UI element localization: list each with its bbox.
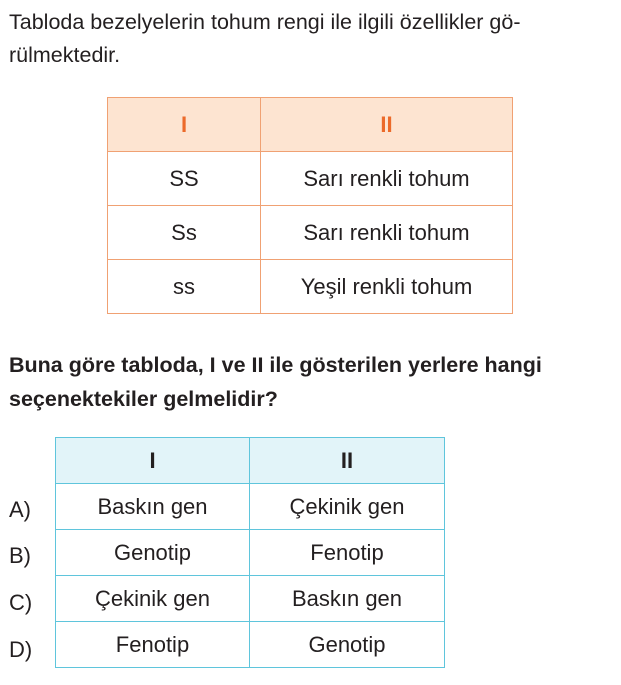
phenotype-cell: Sarı renkli tohum — [261, 206, 513, 260]
genotype-cell: SS — [108, 152, 261, 206]
question-line-1: Buna göre tabloda, I ve II ile gösterilen yerlere hangi — [9, 353, 542, 377]
trait-table-header-row — [108, 98, 513, 152]
question-line-2: seçenektekiler gelmelidir? — [9, 387, 278, 411]
option-a-letter[interactable]: A) — [9, 497, 31, 522]
option-cell: Çekinik gen — [250, 484, 445, 530]
option-cell: Fenotip — [250, 530, 445, 576]
question-text — [9, 348, 619, 416]
options-table-header-row — [56, 438, 445, 484]
intro-line-1: Tabloda bezelyelerin tohum rengi ile ilgili özellikler gö- — [9, 10, 521, 34]
option-cell: Genotip — [56, 530, 250, 576]
option-cell: Genotip — [250, 622, 445, 668]
option-b-letter[interactable]: B) — [9, 543, 31, 568]
trait-table-header-i: I — [108, 98, 261, 152]
table-row — [108, 152, 513, 206]
options-table-header-i: I — [56, 438, 250, 484]
genotype-cell: Ss — [108, 206, 261, 260]
option-row-a[interactable] — [56, 484, 445, 530]
option-cell: Fenotip — [56, 622, 250, 668]
trait-table — [107, 97, 513, 314]
trait-table-header-ii: II — [261, 98, 513, 152]
option-d-letter[interactable]: D) — [9, 637, 33, 662]
phenotype-cell: Sarı renkli tohum — [261, 152, 513, 206]
intro-text — [9, 6, 613, 72]
phenotype-cell: Yeşil renkli tohum — [261, 260, 513, 314]
option-c-letter[interactable]: C) — [9, 590, 33, 615]
table-row — [108, 260, 513, 314]
option-cell: Çekinik gen — [56, 576, 250, 622]
options-table-header-ii: II — [250, 438, 445, 484]
options-table — [55, 437, 445, 668]
genotype-cell: ss — [108, 260, 261, 314]
table-row — [108, 206, 513, 260]
option-cell: Baskın gen — [250, 576, 445, 622]
intro-line-2: rülmektedir. — [9, 43, 121, 67]
option-row-d[interactable] — [56, 622, 445, 668]
option-cell: Baskın gen — [56, 484, 250, 530]
option-row-c[interactable] — [56, 576, 445, 622]
option-row-b[interactable] — [56, 530, 445, 576]
